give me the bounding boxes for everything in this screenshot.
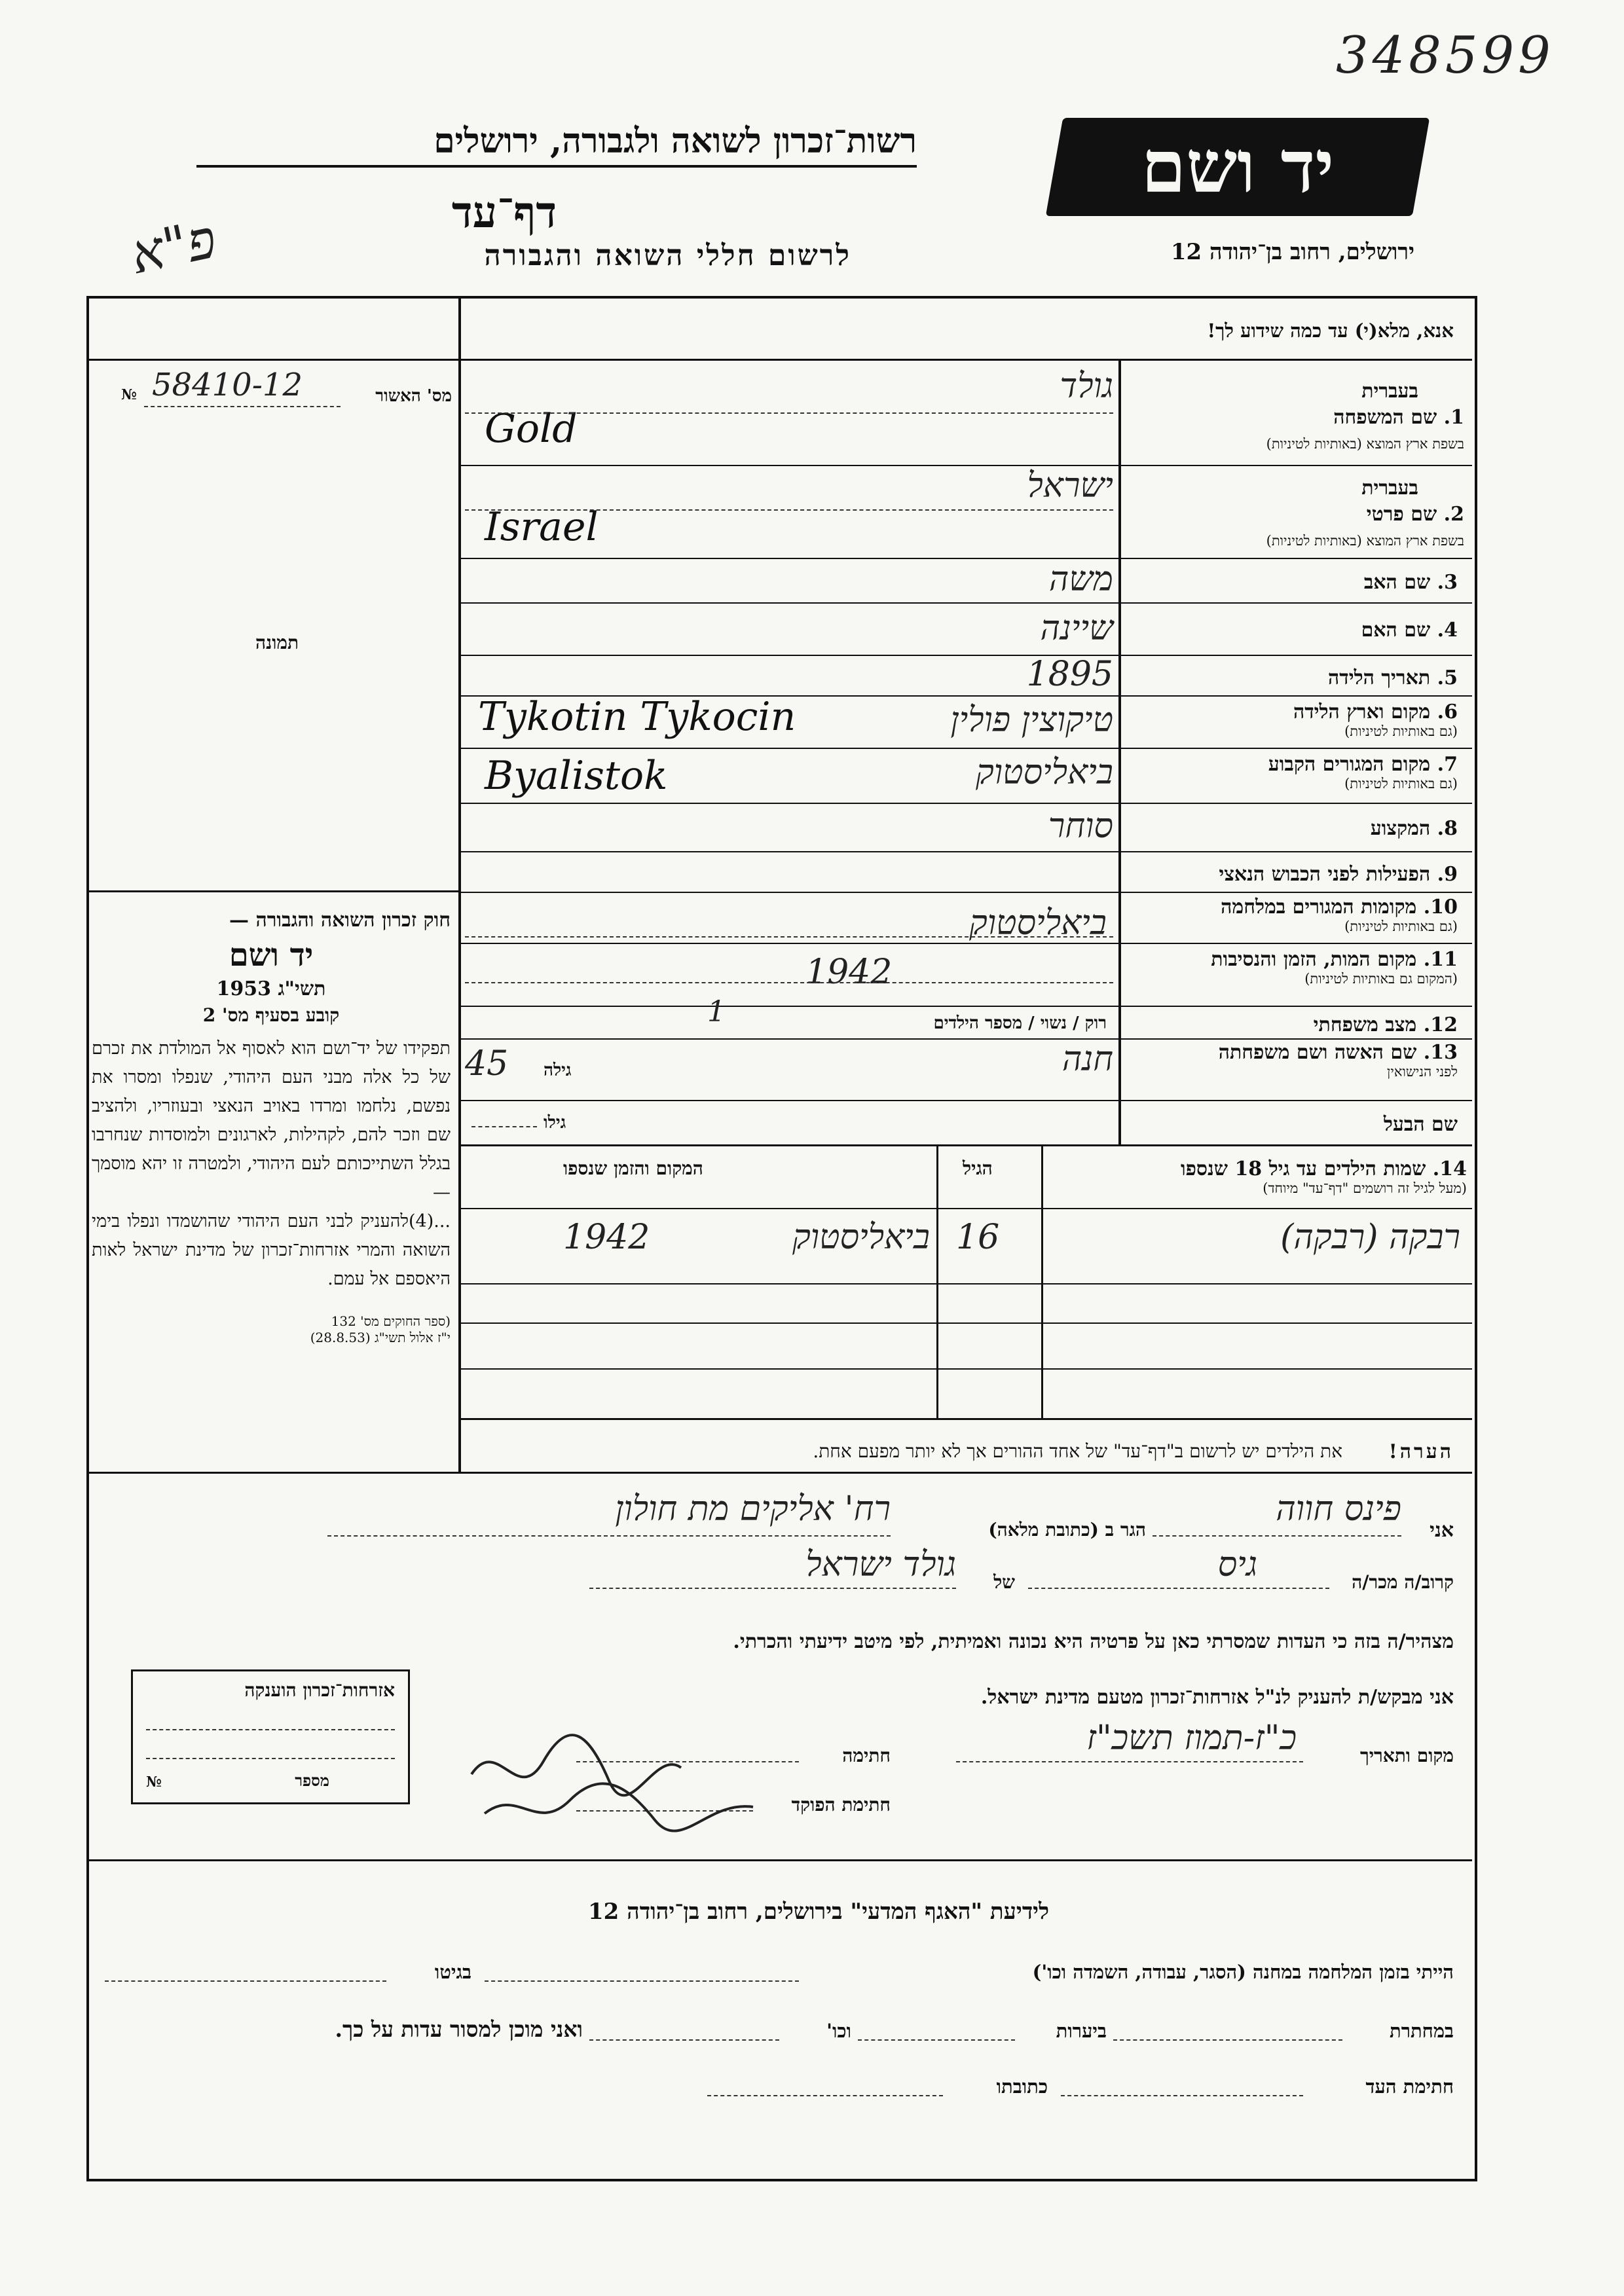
photo-label: תמונה bbox=[255, 632, 299, 653]
field-13-num: 13. bbox=[1423, 1041, 1458, 1064]
field-7-value-lat: Byalistok bbox=[485, 753, 668, 799]
field-3-value: משה bbox=[1048, 560, 1113, 599]
citizenship-box-no-sign: № bbox=[146, 1774, 162, 1791]
law-year-row bbox=[92, 977, 451, 1000]
info-line1-b: בגיטו bbox=[434, 1961, 471, 1983]
archive-number: 348599 bbox=[1336, 26, 1555, 85]
info-line2-a: במחתרת bbox=[1390, 2020, 1454, 2042]
witness-relation-label: קרוב/ה מכר/ה bbox=[1352, 1571, 1454, 1593]
field-7 bbox=[1124, 753, 1458, 792]
field-12-inline: רוק / נשוי / מספר הילדים bbox=[933, 1013, 1107, 1033]
cert-no-sign: № bbox=[121, 386, 137, 403]
citizenship-box-title: אזרחות־זכרון הוענקה bbox=[244, 1679, 395, 1701]
info-line1-a: הייתי בזמן המלחמה במחנה (הסגר, עבודה, השמדה וכו') bbox=[1032, 1961, 1454, 1983]
field-11-sub: (המקום גם באותיות לטיניות) bbox=[1304, 971, 1458, 987]
info-line2-d: ואני מוכן למסור עדות על כך. bbox=[335, 2016, 583, 2042]
field-4 bbox=[1124, 619, 1458, 642]
logo bbox=[1046, 118, 1430, 216]
witness-dwelling: הגר ב (כתובת מלאה) bbox=[988, 1519, 1146, 1540]
field-6-value-lat: Tykotin Tykocin bbox=[478, 694, 796, 740]
field-13 bbox=[1124, 1041, 1458, 1080]
citizenship-box bbox=[131, 1669, 410, 1804]
witness-relation: גיס bbox=[1217, 1545, 1257, 1584]
child-row-year: 1942 bbox=[563, 1218, 650, 1257]
child-row-age: 16 bbox=[956, 1218, 1000, 1257]
field-13-label: שם האשה ושם משפחתה bbox=[1218, 1041, 1417, 1064]
field-1-sub: בשפת ארץ המוצא (באותיות לטיניות) bbox=[1266, 436, 1464, 452]
cert-label: מס' האשור bbox=[375, 386, 452, 406]
field-8-num: 8. bbox=[1437, 817, 1458, 840]
field-8-value: סוחר bbox=[1048, 807, 1113, 846]
field-3-num: 3. bbox=[1437, 571, 1458, 594]
cert-value: 58410-12 bbox=[152, 367, 303, 403]
field-husband-age-label: גילו bbox=[544, 1113, 566, 1133]
law-title: חוק זכרון השואה והגבורה — bbox=[229, 909, 451, 932]
info-line2-b: ביערות bbox=[1056, 2020, 1107, 2042]
children-sub: (מעל לגיל זה רושמים "דף־עד" מיוחד) bbox=[1263, 1180, 1467, 1196]
field-7-num: 7. bbox=[1437, 753, 1458, 776]
info-line3-b: כתובתו bbox=[996, 2075, 1048, 2098]
field-1-value-lat: Gold bbox=[485, 406, 578, 452]
authority-title: רשות־זכרון לשואה ולגבורה, ירושלים bbox=[196, 121, 917, 168]
field-10 bbox=[1124, 896, 1458, 935]
field-7-value-he: ביאליסטוק bbox=[976, 753, 1113, 792]
field-12 bbox=[1124, 1013, 1458, 1036]
witness-place-date-label: מקום ותאריך bbox=[1359, 1745, 1454, 1766]
field-1-label: שם המשפחה bbox=[1333, 406, 1437, 429]
witness-of: של bbox=[993, 1571, 1015, 1593]
witness-request: אני מבקש/ת להעניק לנ"ל אזרחות־זכרון מטעם מדינת ישראל. bbox=[980, 1686, 1454, 1709]
witness-ani: אני bbox=[1430, 1519, 1454, 1542]
field-2-sub: בשפת ארץ המוצא (באותיות לטיניות) bbox=[1266, 533, 1464, 549]
field-13-age-label: גילה bbox=[544, 1061, 572, 1080]
field-1-value-he: גולד bbox=[1060, 367, 1113, 406]
law-block bbox=[92, 909, 451, 1346]
children-age-header: הגיל bbox=[963, 1157, 993, 1179]
field-2-num: 2. bbox=[1443, 503, 1464, 526]
info-line3-a: חתימת העד bbox=[1365, 2075, 1454, 2098]
law-year-he: תשי"ג bbox=[278, 977, 326, 1000]
field-1-num: 1. bbox=[1443, 406, 1464, 429]
field-5-value: 1895 bbox=[1026, 655, 1113, 694]
field-12-label: מצב משפחתי bbox=[1313, 1013, 1417, 1036]
field-11-num: 11. bbox=[1423, 948, 1458, 971]
field-4-value: שיינה bbox=[1040, 609, 1113, 648]
field-9-num: 9. bbox=[1437, 863, 1458, 886]
law-body: תפקידו של יד־ושם הוא לאסוף אל המולדת את זכרם של כל אלה מבני העם היהודי, שנפלו ומסרו את נפשם, נלחמו ומרדו באויב הנאצי ובעוזריו, ולהציב שם וזכר להם, לקהילות, לארגונים ולמוסדות שנחרבו בגלל השתייכותם לעם היהודי, ולמטרה זו יהא מוסמך — bbox=[92, 1038, 451, 1203]
field-10-sub: (גם באותיות לטיניות) bbox=[1344, 919, 1458, 934]
field-6 bbox=[1124, 701, 1458, 740]
field-9-label: הפעילות לפני הכבוש הנאצי bbox=[1219, 863, 1431, 886]
field-13-value: חנה bbox=[1061, 1040, 1113, 1079]
field-11-value: 1942 bbox=[805, 953, 893, 992]
field-2-lang: בעברית bbox=[1361, 477, 1418, 500]
field-4-label: שם האם bbox=[1361, 619, 1431, 642]
witness-name: פינס חווה bbox=[1276, 1489, 1401, 1529]
field-12-num: 12. bbox=[1423, 1013, 1458, 1036]
citizenship-box-number-label: מספר bbox=[295, 1771, 329, 1790]
form-title: דף־עד bbox=[451, 187, 557, 238]
field-8 bbox=[1124, 817, 1458, 840]
law-source-1: (ספר החוקים מס' 132 bbox=[331, 1313, 451, 1329]
field-3-label: שם האב bbox=[1363, 571, 1431, 594]
field-1-lang: בעברית bbox=[1361, 380, 1418, 403]
field-5-label: תאריך הלידה bbox=[1328, 666, 1431, 689]
witness-signature-label: חתימה bbox=[842, 1745, 891, 1766]
field-11-label: מקום המות, הזמן והנסיבות bbox=[1211, 948, 1417, 971]
field-5 bbox=[1124, 666, 1458, 689]
child-row-place: ביאליסטוק bbox=[792, 1218, 930, 1257]
field-husband-label: שם הבעל bbox=[1383, 1113, 1458, 1136]
witness-address: רח' אליקים מת חולון bbox=[615, 1489, 891, 1529]
field-6-value-he: טיקוצין פולין bbox=[950, 701, 1113, 740]
info-line2-c: וכו' bbox=[826, 2020, 851, 2042]
field-9 bbox=[1124, 863, 1458, 886]
form-subtitle: לרשום חללי השואה והגבורה bbox=[484, 239, 851, 272]
field-12-value: 1 bbox=[707, 995, 726, 1029]
field-3 bbox=[1124, 571, 1458, 594]
field-10-label: מקומות המגורים במלחמה bbox=[1221, 896, 1417, 919]
children-title: שמות הילדים עד גיל 18 שנספו bbox=[1180, 1157, 1426, 1180]
field-8-label: המקצוע bbox=[1370, 817, 1431, 840]
children-num: 14. bbox=[1432, 1157, 1467, 1180]
law-year: 1953 bbox=[216, 977, 272, 1000]
witness-of-name: גולד ישראל bbox=[805, 1545, 956, 1584]
law-name: יד ושם bbox=[229, 937, 314, 974]
witness-declaration: מצהיר/ה בזה כי העדות שמסרתי כאן על פרטיה היא נכונה ואמיתית, לפי מיטב ידיעתי והכרתי. bbox=[733, 1630, 1454, 1653]
handwritten-mark: פ"א bbox=[125, 208, 222, 287]
field-6-num: 6. bbox=[1437, 701, 1458, 723]
witness-place-date: כ"ז-תמוז תשכ"ז bbox=[1086, 1719, 1297, 1758]
info-title: לידיעת "האגף המדעי" בירושלים, רחוב בן־יהודה 12 bbox=[588, 1899, 1049, 1925]
child-row-name: רבקה (רבקה) bbox=[1280, 1218, 1460, 1257]
field-4-num: 4. bbox=[1437, 619, 1458, 642]
law-clause: קובע בסעיף מס' 2 bbox=[202, 1004, 340, 1026]
field-husband bbox=[1124, 1113, 1458, 1136]
field-2-label: שם פרטי bbox=[1366, 503, 1437, 526]
signature-drawing bbox=[458, 1722, 773, 1853]
field-6-sub: (גם באותיות לטיניות) bbox=[1344, 723, 1458, 739]
logo-text: יד ושם bbox=[1141, 124, 1335, 209]
law-clause4: ...(4)להעניק לבני העם היהודי שהושמדו ונפלו בימי השואה והמרי אזרחות־זכרון של מדינת ישראל לאות היאספם אל עמם. bbox=[92, 1211, 451, 1289]
note-text: את הילדים יש לרשום ב"דף־עד" של אחד ההורים אך לא יותר מפעם אחת. bbox=[813, 1440, 1342, 1462]
address: ירושלים, רחוב בן־יהודה 12 bbox=[1170, 239, 1414, 265]
field-7-label: מקום המגורים הקבוע bbox=[1268, 753, 1431, 776]
note-label: הערה! bbox=[1388, 1440, 1454, 1463]
witness-officer-label: חתימת הפוקד bbox=[791, 1794, 891, 1815]
field-6-label: מקום וארץ הלידה bbox=[1293, 701, 1431, 723]
field-10-num: 10. bbox=[1423, 896, 1458, 919]
field-13-sub: לפני הנישואין bbox=[1387, 1064, 1458, 1080]
field-5-num: 5. bbox=[1437, 666, 1458, 689]
children-header bbox=[1048, 1157, 1467, 1197]
field-10-value: ביאליסטוק bbox=[969, 903, 1107, 943]
law-source-2: י"ז אלול תשי"ג (28.8.53) bbox=[310, 1330, 451, 1345]
field-13-age-value: 45 bbox=[465, 1044, 509, 1084]
field-2-value-he: ישראל bbox=[1027, 466, 1113, 505]
field-7-sub: (גם באותיות לטיניות) bbox=[1344, 776, 1458, 792]
intro-line: אנא, מלא(י) עד כמה שידוע לך! bbox=[1207, 319, 1454, 342]
field-11 bbox=[1124, 948, 1458, 987]
children-place-header: המקום והזמן שנספו bbox=[563, 1157, 703, 1179]
field-2-value-lat: Israel bbox=[485, 504, 599, 550]
